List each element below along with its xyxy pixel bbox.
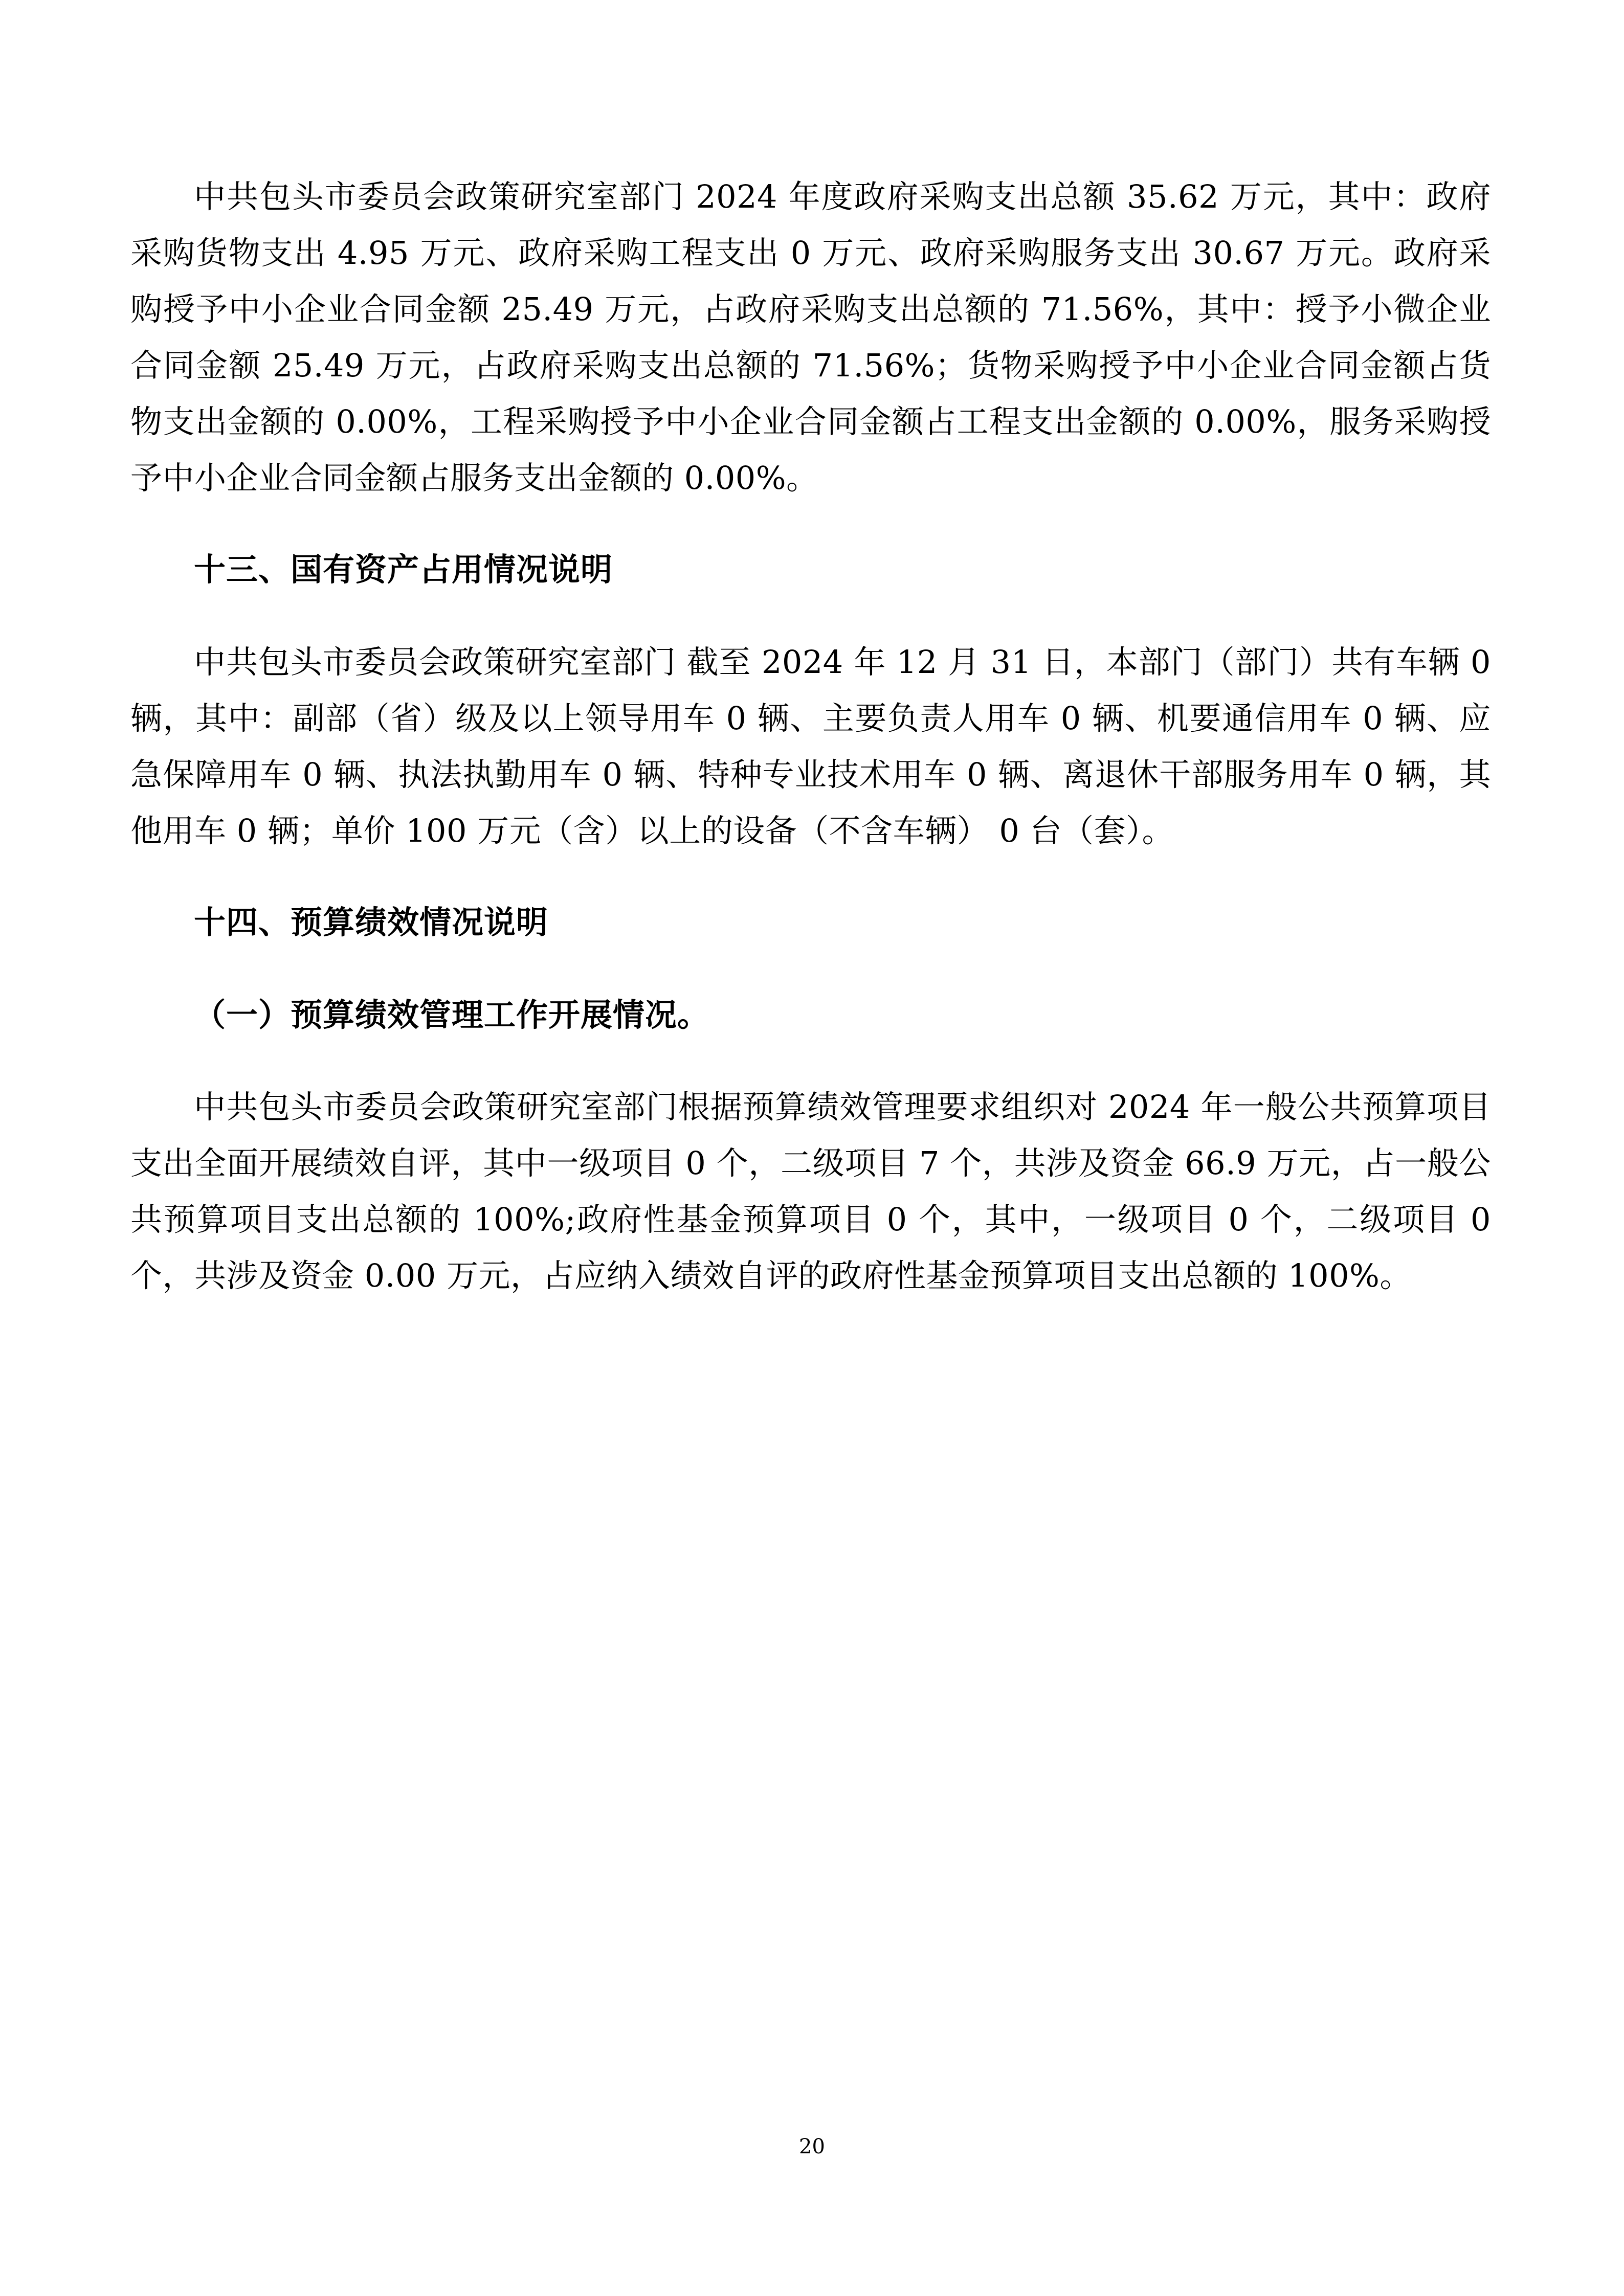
- block-spacer: [130, 859, 1491, 895]
- subheading-performance-management-work: （一）预算绩效管理工作开展情况。: [194, 996, 710, 1033]
- block-spacer: [130, 951, 1491, 987]
- page-number: 20: [799, 2135, 825, 2158]
- block-spacer: [130, 598, 1491, 634]
- page-content: [130, 169, 1491, 1304]
- heading-state-owned-assets: 十三、国有资产占用情况说明: [194, 552, 613, 588]
- para-government-procurement: 中共包头市委员会政策研究室部门 2024 年度政府采购支出总额 35.62 万元，其中：政府采购货物支出 4.95 万元、政府采购工程支出 0 万元、政府采购服务支出 30.67 万元。政府采购授予中小企业合同金额 25.49 万元，占政府采购支出总额的 71.56%，其中：授予小微企业合同金额 25.49 万元，占政府采购支出总额的 71.56%；货物采购授予中小企业合同金额占货物支出金额的 0.00%，工程采购授予中小企业合同金额占工程支出金额的 0.00%，服务采购授予中小企业合同金额占服务支出金额的 0.00%。: [130, 178, 1491, 497]
- para-performance-self-evaluation: 中共包头市委员会政策研究室部门根据预算绩效管理要求组织对 2024 年一般公共预算项目支出全面开展绩效自评，其中一级项目 0 个，二级项目 7 个，共涉及资金 66.9 万元，占一般公共预算项目支出总额的 100%;政府性基金预算项目 0 个，其中，一级项目 0 个，二级项目 0 个，共涉及资金 0.00 万元，占应纳入绩效自评的政府性基金预算项目支出总额的 100%。: [130, 1088, 1491, 1294]
- block-spacer: [130, 506, 1491, 542]
- block-spacer: [130, 1043, 1491, 1079]
- para-state-owned-assets: 中共包头市委员会政策研究室部门 截至 2024 年 12 月 31 日，本部门（部门）共有车辆 0 辆，其中：副部（省）级及以上领导用车 0 辆、主要负责人用车 0 辆、机要通信用车 0 辆、应急保障用车 0 辆、执法执勤用车 0 辆、特种专业技术用车 0 辆、离退休干部服务用车 0 辆，其他用车 0 辆；单价 100 万元（含）以上的设备（不含车辆） 0 台（套）。: [130, 643, 1491, 849]
- heading-budget-performance: 十四、预算绩效情况说明: [194, 905, 549, 940]
